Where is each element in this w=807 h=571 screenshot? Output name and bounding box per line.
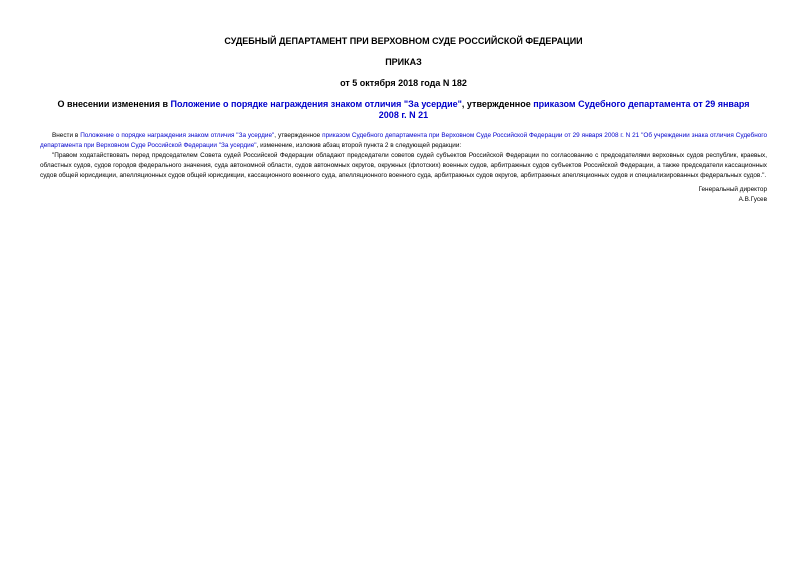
title-link-order[interactable]: приказом Судебного департамента от 29 января 2008 г. N 21 [378,99,750,120]
order-date-number: от 5 октября 2018 года N 182 [340,78,467,88]
p1-text-part3: , изменение, изложив абзац второй пункта 2 в следующей редакции: [256,142,462,149]
department-heading: СУДЕБНЫЙ ДЕПАРТАМЕНТ ПРИ ВЕРХОВНОМ СУДЕ РОССИЙСКОЙ ФЕДЕРАЦИИ [224,36,583,46]
body-paragraph-1 [40,131,767,151]
document-body [40,131,767,181]
p1-text-part1: Внести в [52,132,81,139]
signature-name: А.В.Гусев [738,196,767,203]
body-paragraph-2: "Правом ходатайствовать перед председателем Совета судей Российской Федерации обладают председатели советов судей субъектов Российской Федерации по согласованию с председателями верховных судов республик, краевых, областных судов, судов городов федерального значения, суда автономной области, судов автономных округов, окружных (флотских) военных судов, арбитражных судов субъектов Российской Федерации, а также председатели кассационных судов общей юрисдикции, апелляционных судов общей юрисдикции, кассационного военного суда, апелляционного военного суда, арбитражных судов округов, арбитражных апелляционных судов и специализированных федеральных судов.". [40,152,767,179]
signature-position: Генеральный директор [698,186,767,193]
document-title [48,99,759,121]
signature-block [40,185,767,205]
p1-link-order[interactable]: приказом Судебного департамента при Верховном Суде Российской Федерации от 29 января 2008 г. N 21 "Об учреждении знака отличия Судебного департамента при Верховном Суде Российской Федерации "За усердие" [40,132,768,149]
p1-link-regulation[interactable]: Положение о порядке награждения знаком отличия "За усердие" [80,132,275,139]
p1-text-part2: , утвержденное [274,132,323,139]
document-type-heading: ПРИКАЗ [385,57,422,67]
title-link-regulation[interactable]: Положение о порядке награждения знаком отличия "За усердие" [170,99,462,109]
title-text-part1: О внесении изменения в [57,99,171,109]
title-text-part2: , утвержденное [461,99,534,109]
